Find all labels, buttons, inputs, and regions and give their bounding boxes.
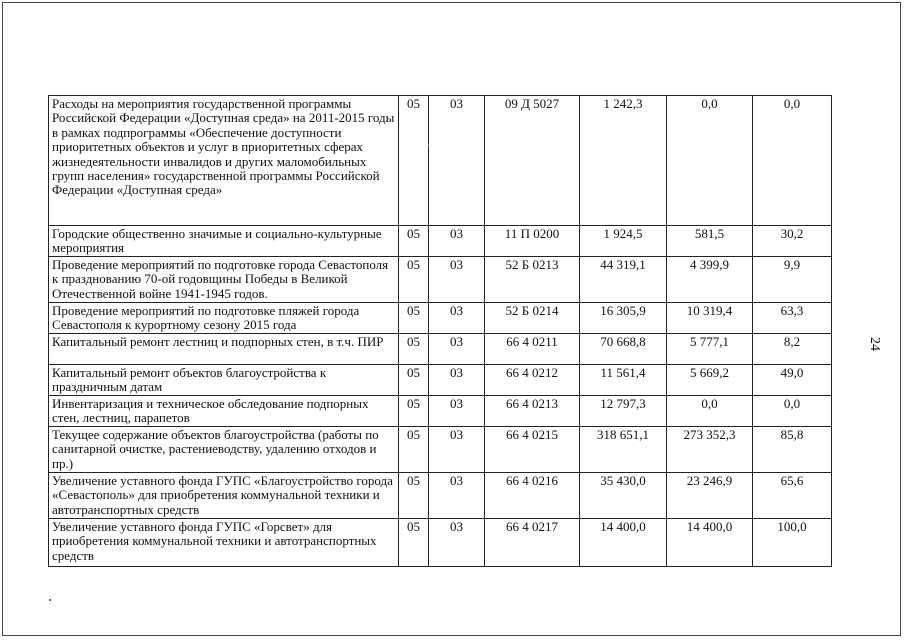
actual-amount: 10 319,4 (667, 302, 753, 333)
actual-amount: 273 352,3 (667, 426, 753, 472)
execution-percent: 9,9 (753, 256, 832, 302)
subsection-code: 03 (429, 472, 485, 518)
row-description: Инвентаризация и техническое обследование подпорных стен, лестниц, парапетов (49, 395, 399, 426)
table-row (49, 518, 832, 566)
subsection-code: 03 (429, 333, 485, 364)
row-description: Проведение мероприятий по подготовке пляжей города Севастополя к курортному сезону 2015 года (49, 302, 399, 333)
subsection-code: 03 (429, 426, 485, 472)
section-code: 05 (399, 96, 429, 226)
subsection-code: 03 (429, 518, 485, 566)
section-code: 05 (399, 226, 429, 257)
planned-amount: 70 668,8 (580, 333, 667, 364)
row-description: Текущее содержание объектов благоустройства (работы по санитарной очистке, растениеводству, удалению отходов и пр.) (49, 426, 399, 472)
execution-percent: 0,0 (753, 96, 832, 226)
target-article-code: 66 4 0215 (485, 426, 580, 472)
section-code: 05 (399, 426, 429, 472)
execution-percent: 63,3 (753, 302, 832, 333)
target-article-code: 52 Б 0213 (485, 256, 580, 302)
row-description: Увеличение уставного фонда ГУПС «Благоустройство города «Севастополь» для приобретения коммунальной техники и автотранспортных средств (49, 472, 399, 518)
page-number: 24 (867, 337, 882, 351)
planned-amount: 12 797,3 (580, 395, 667, 426)
target-article-code: 66 4 0211 (485, 333, 580, 364)
execution-percent: 100,0 (753, 518, 832, 566)
actual-amount: 5 777,1 (667, 333, 753, 364)
planned-amount: 1 242,3 (580, 96, 667, 226)
row-description: Увеличение уставного фонда ГУПС «Горсвет» для приобретения коммунальной техники и автотранспортных средств (49, 518, 399, 566)
row-description: Капитальный ремонт лестниц и подпорных стен, в т.ч. ПИР (49, 333, 399, 364)
execution-percent: 30,2 (753, 226, 832, 257)
section-code: 05 (399, 364, 429, 395)
row-description: Расходы на мероприятия государственной программы Российской Федерации «Доступная среда» на 2011-2015 годы в рамках подпрограммы «Обеспечение доступности приоритетных объектов и услуг в приоритетных сферах жизнедеятельности инвалидов и других маломобильных групп населения» государственной программы Российской Федерации «Доступная среда» (49, 96, 399, 226)
subsection-code: 03 (429, 302, 485, 333)
execution-percent: 0,0 (753, 395, 832, 426)
planned-amount: 35 430,0 (580, 472, 667, 518)
section-code: 05 (399, 472, 429, 518)
section-code: 05 (399, 333, 429, 364)
actual-amount: 0,0 (667, 96, 753, 226)
execution-percent: 8,2 (753, 333, 832, 364)
planned-amount: 11 561,4 (580, 364, 667, 395)
actual-amount: 4 399,9 (667, 256, 753, 302)
execution-percent: 49,0 (753, 364, 832, 395)
table-row (49, 333, 832, 364)
target-article-code: 66 4 0217 (485, 518, 580, 566)
subsection-code: 03 (429, 226, 485, 257)
actual-amount: 23 246,9 (667, 472, 753, 518)
planned-amount: 44 319,1 (580, 256, 667, 302)
table-row (49, 395, 832, 426)
subsection-code: 03 (429, 256, 485, 302)
row-description: Капитальный ремонт объектов благоустройства к праздничным датам (49, 364, 399, 395)
execution-percent: 85,8 (753, 426, 832, 472)
target-article-code: 66 4 0213 (485, 395, 580, 426)
subsection-code: 03 (429, 96, 485, 226)
row-description: Городские общественно значимые и социально-культурные мероприятия (49, 226, 399, 257)
subsection-code: 03 (429, 364, 485, 395)
budget-table (48, 95, 832, 567)
target-article-code: 09 Д 5027 (485, 96, 580, 226)
target-article-code: 66 4 0212 (485, 364, 580, 395)
actual-amount: 5 669,2 (667, 364, 753, 395)
table-row (49, 226, 832, 257)
scan-speck (428, 144, 429, 146)
execution-percent: 65,6 (753, 472, 832, 518)
section-code: 05 (399, 395, 429, 426)
planned-amount: 14 400,0 (580, 518, 667, 566)
actual-amount: 14 400,0 (667, 518, 753, 566)
target-article-code: 11 П 0200 (485, 226, 580, 257)
actual-amount: 0,0 (667, 395, 753, 426)
section-code: 05 (399, 256, 429, 302)
table-row (49, 302, 832, 333)
table-row (49, 256, 832, 302)
table-row (49, 426, 832, 472)
section-code: 05 (399, 302, 429, 333)
table-row (49, 96, 832, 226)
target-article-code: 52 Б 0214 (485, 302, 580, 333)
row-description: Проведение мероприятий по подготовке города Севастополя к празднованию 70-ой годовщины Победы в Великой Отечественной войне 1941-1945 годов. (49, 256, 399, 302)
scan-speck (49, 599, 51, 601)
table-row (49, 364, 832, 395)
actual-amount: 581,5 (667, 226, 753, 257)
target-article-code: 66 4 0216 (485, 472, 580, 518)
section-code: 05 (399, 518, 429, 566)
table-row (49, 472, 832, 518)
subsection-code: 03 (429, 395, 485, 426)
planned-amount: 1 924,5 (580, 226, 667, 257)
planned-amount: 318 651,1 (580, 426, 667, 472)
planned-amount: 16 305,9 (580, 302, 667, 333)
